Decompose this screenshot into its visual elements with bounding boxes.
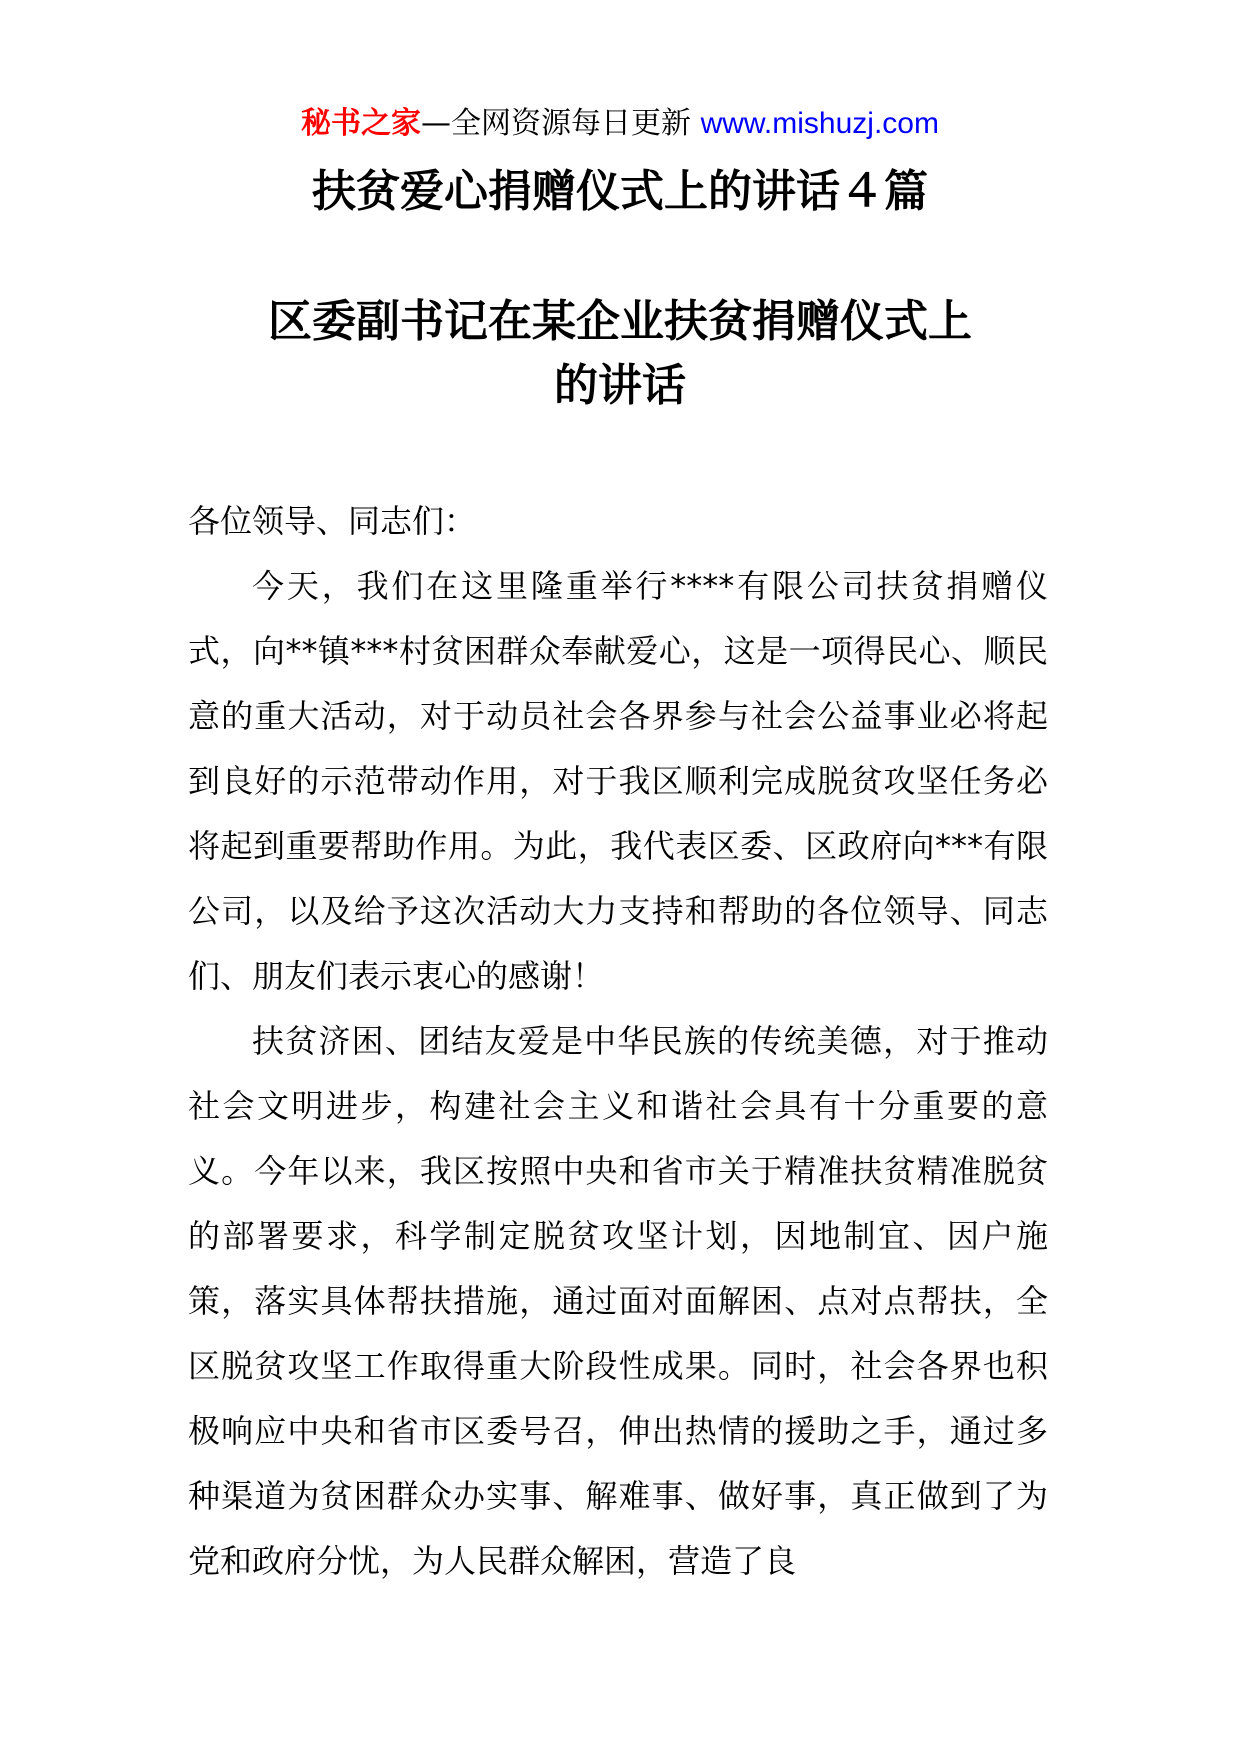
paragraph-2: 扶贫济困、团结友爱是中华民族的传统美德，对于推动社会文明进步，构建社会主义和谐社会具有十分重要的意义。今年以来，我区按照中央和省市关于精准扶贫精准脱贫的部署要求，科学制定脱贫攻坚计划，因地制宜、因户施策，落实具体帮扶措施，通过面对面解困、点对点帮扶，全区脱贫攻坚工作取得重大阶段性成果。同时，社会各界也积极响应中央和省市区委号召，伸出热情的援助之手，通过多种渠道为贫困群众办实事、解难事、做好事，真正做到了为党和政府分忧，为人民群众解困，营造了良: [188, 1022, 1048, 1580]
banner-tagline: —全网资源每日更新: [421, 106, 701, 141]
speech-title-line-1: 区委副书记在某企业扶贫捐赠仪式上: [268, 296, 972, 347]
brand-name: 秘书之家: [301, 106, 422, 141]
speech-title: [200, 290, 1040, 418]
speech-body: [188, 489, 1048, 1594]
document-title: 扶贫爱心捐赠仪式上的讲话４篇: [312, 166, 928, 217]
site-banner: [0, 100, 1240, 148]
site-url-link[interactable]: www.mishuzj.com: [700, 107, 939, 140]
speech-title-line-2: 的讲话: [554, 360, 686, 411]
salutation: 各位领导、同志们：: [188, 502, 477, 540]
paragraph-1: 今天，我们在这里隆重举行****有限公司扶贫捐赠仪式，向**镇***村贫困群众奉献爱心，这是一项得民心、顺民意的重大活动，对于动员社会各界参与社会公益事业必将起到良好的示范带动作用，对于我区顺利完成脱贫攻坚任务必将起到重要帮助作用。为此，我代表区委、区政府向***有限公司，以及给予这次活动大力支持和帮助的各位领导、同志们、朋友们表示衷心的感谢！: [188, 567, 1048, 995]
